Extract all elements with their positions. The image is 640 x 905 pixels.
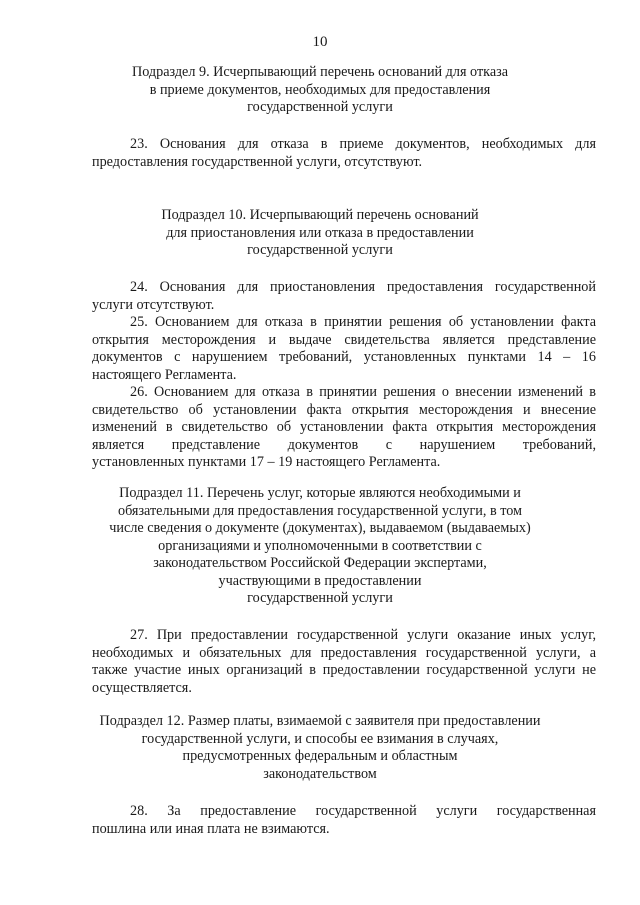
heading-line: предусмотренных федеральным и областным bbox=[182, 748, 458, 764]
paragraph-line: предоставления государственной услуги, отсутствуют. bbox=[92, 153, 423, 170]
paragraph-line: 27. При предоставлении государственной услуги оказание иных услуг, bbox=[130, 627, 596, 643]
heading-line: Подраздел 10. Исчерпывающий перечень оснований bbox=[161, 207, 479, 223]
heading-line: Подраздел 9. Исчерпывающий перечень оснований для отказа bbox=[131, 64, 509, 80]
heading-line: участвующими в предоставлении bbox=[218, 572, 422, 589]
paragraph-line: пошлина или иная плата не взимаются. bbox=[92, 820, 330, 837]
paragraph-line: 23. Основания для отказа в приеме документов, необходимых для bbox=[130, 136, 596, 152]
paragraph-line: является представление документов с нарушением требований, bbox=[92, 436, 596, 453]
heading-line: государственной услуги bbox=[247, 590, 393, 606]
heading-line: обязательными для предоставления государственной услуги, в том bbox=[117, 502, 523, 519]
heading-line: в приеме документов, необходимых для предоставления bbox=[149, 81, 491, 98]
page-number: 10 bbox=[312, 34, 328, 50]
heading-line: государственной услуги bbox=[247, 99, 393, 115]
paragraph-24 bbox=[92, 279, 596, 314]
heading-line: Подраздел 11. Перечень услуг, которые являются необходимыми и bbox=[119, 485, 521, 501]
paragraph-line: документов с нарушением требований, установленных пунктами 14 – 16 bbox=[92, 349, 596, 365]
heading-line: государственной услуги, и способы ее взимания в случаях, bbox=[141, 730, 499, 747]
paragraph-line: также участие иных организаций в предоставлении государственной услуги не bbox=[92, 662, 596, 678]
paragraph-25 bbox=[92, 314, 596, 384]
paragraph-line: настоящего Регламента. bbox=[92, 366, 237, 383]
paragraph-23 bbox=[92, 136, 596, 171]
heading-line: для приостановления или отказа в предоставлении bbox=[166, 224, 474, 241]
subsection-9-heading bbox=[0, 64, 640, 117]
paragraph-27 bbox=[92, 627, 596, 697]
paragraph-line: услуги отсутствуют. bbox=[92, 296, 215, 313]
heading-line: государственной услуги bbox=[247, 242, 393, 258]
paragraph-line: 28. За предоставление государственной услуги государственная bbox=[130, 803, 596, 819]
paragraph-line: 26. Основанием для отказа в принятии решения о внесении изменений в bbox=[130, 384, 596, 400]
paragraph-line: установленных пунктами 17 – 19 настоящего Регламента. bbox=[92, 454, 441, 470]
subsection-12-heading bbox=[0, 713, 640, 783]
heading-line: числе сведения о документе (документах), выдаваемом (выдаваемых) bbox=[109, 520, 531, 536]
heading-line: Подраздел 12. Размер платы, взимаемой с заявителя при предоставлении bbox=[99, 713, 541, 729]
subsection-11-heading bbox=[0, 485, 640, 608]
paragraph-line: 25. Основанием для отказа в принятии решения об установлении факта bbox=[130, 314, 596, 330]
paragraph-line: осуществляется. bbox=[92, 679, 192, 696]
paragraph-26 bbox=[92, 384, 596, 472]
paragraph-line: 24. Основания для приостановления предоставления государственной bbox=[130, 279, 596, 295]
heading-line: законодательством Российской Федерации экспертами, bbox=[153, 555, 487, 571]
paragraph-line: изменений в свидетельство об установлении факта открытия месторождения bbox=[92, 419, 596, 435]
paragraph-28 bbox=[92, 803, 596, 838]
heading-line: организациями и уполномоченными в соответствии с bbox=[158, 537, 482, 554]
heading-line: законодательством bbox=[263, 765, 377, 782]
paragraph-line: свидетельство об установлении факта открытия месторождения и внесение bbox=[92, 401, 596, 418]
paragraph-line: необходимых и обязательных для предоставления государственной услуги, а bbox=[92, 644, 596, 661]
subsection-10-heading bbox=[0, 207, 640, 260]
paragraph-line: открытия месторождения и выдаче свидетельства является представление bbox=[92, 331, 596, 348]
